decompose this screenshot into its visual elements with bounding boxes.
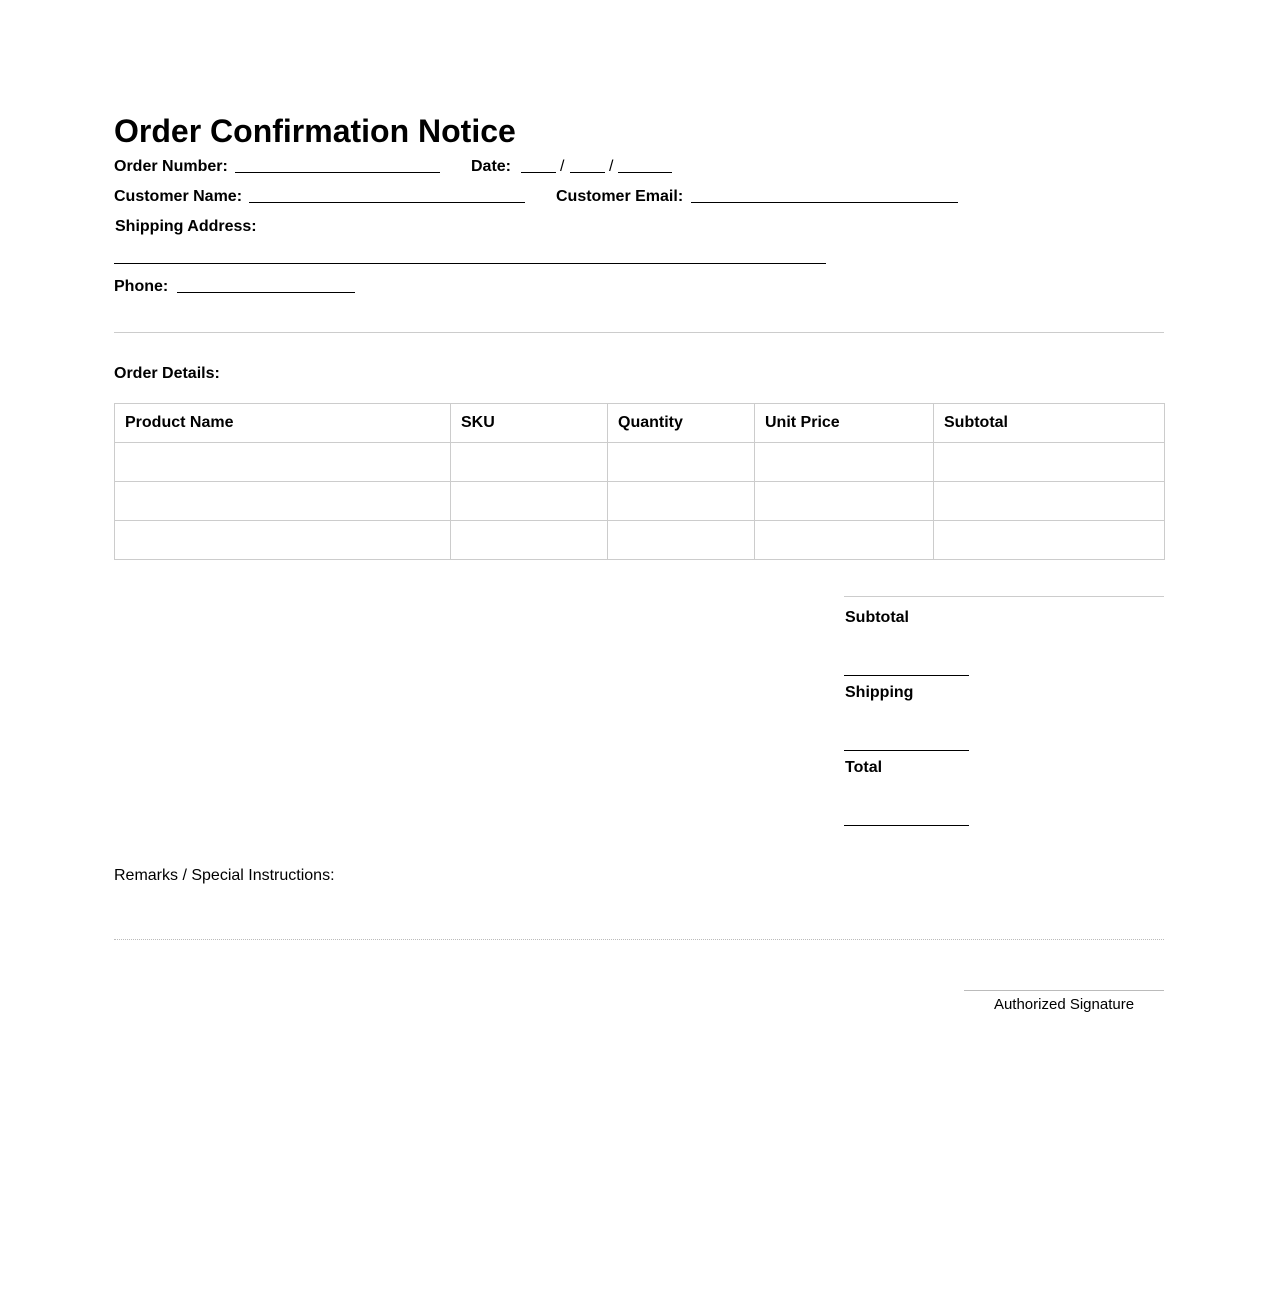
order-number-label: Order Number: xyxy=(114,158,228,175)
phone-label: Phone: xyxy=(114,278,169,295)
order-number-row xyxy=(114,157,1164,177)
table-header-row xyxy=(115,404,1165,443)
section-divider xyxy=(114,332,1164,333)
order-items-table xyxy=(114,403,1165,560)
date-separator: / xyxy=(560,158,565,175)
totals-block xyxy=(844,596,1164,827)
totals-subtotal-field[interactable] xyxy=(844,675,969,676)
table-cell-subtotal[interactable] xyxy=(934,521,1165,560)
table-cell-sku[interactable] xyxy=(451,443,608,482)
column-header-subtotal: Subtotal xyxy=(934,404,1165,443)
totals-subtotal-label: Subtotal xyxy=(845,609,909,626)
remarks-label: Remarks / Special Instructions: xyxy=(114,867,335,884)
column-header-sku: SKU xyxy=(451,404,608,443)
remarks-field[interactable] xyxy=(114,939,1164,940)
table-cell-subtotal[interactable] xyxy=(934,443,1165,482)
customer-row xyxy=(114,187,1164,207)
customer-email-label: Customer Email: xyxy=(556,188,684,205)
table-cell-sku[interactable] xyxy=(451,521,608,560)
phone-row xyxy=(114,277,514,297)
column-header-product-name: Product Name xyxy=(115,404,451,443)
totals-shipping-field[interactable] xyxy=(844,750,969,751)
table-cell-unit-price[interactable] xyxy=(755,443,934,482)
table-row xyxy=(115,482,1165,521)
table-row xyxy=(115,443,1165,482)
totals-shipping-label: Shipping xyxy=(845,684,914,701)
customer-name-label: Customer Name: xyxy=(114,188,243,205)
date-label: Date: xyxy=(471,158,512,175)
table-cell-unit-price[interactable] xyxy=(755,482,934,521)
table-cell-subtotal[interactable] xyxy=(934,482,1165,521)
shipping-address-field[interactable] xyxy=(114,263,826,264)
order-number-field[interactable] xyxy=(235,172,440,173)
table-cell-product-name[interactable] xyxy=(115,482,451,521)
date-day-field[interactable] xyxy=(570,172,605,173)
table-cell-quantity[interactable] xyxy=(608,521,755,560)
page-title: Order Confirmation Notice xyxy=(114,113,516,149)
signature-label: Authorized Signature xyxy=(993,996,1135,1013)
table-cell-sku[interactable] xyxy=(451,482,608,521)
customer-name-field[interactable] xyxy=(249,202,525,203)
date-separator: / xyxy=(609,158,614,175)
table-cell-product-name[interactable] xyxy=(115,521,451,560)
table-row xyxy=(115,521,1165,560)
date-month-field[interactable] xyxy=(521,172,556,173)
column-header-quantity: Quantity xyxy=(608,404,755,443)
table-cell-quantity[interactable] xyxy=(608,443,755,482)
date-year-field[interactable] xyxy=(618,172,672,173)
totals-total-label: Total xyxy=(845,759,883,776)
table-cell-unit-price[interactable] xyxy=(755,521,934,560)
shipping-address-label: Shipping Address: xyxy=(115,218,257,235)
signature-line[interactable] xyxy=(964,990,1164,991)
order-details-label: Order Details: xyxy=(114,365,220,382)
customer-email-field[interactable] xyxy=(691,202,958,203)
phone-field[interactable] xyxy=(177,292,355,293)
table-cell-product-name[interactable] xyxy=(115,443,451,482)
column-header-unit-price: Unit Price xyxy=(755,404,934,443)
totals-total-field[interactable] xyxy=(844,825,969,826)
table-cell-quantity[interactable] xyxy=(608,482,755,521)
